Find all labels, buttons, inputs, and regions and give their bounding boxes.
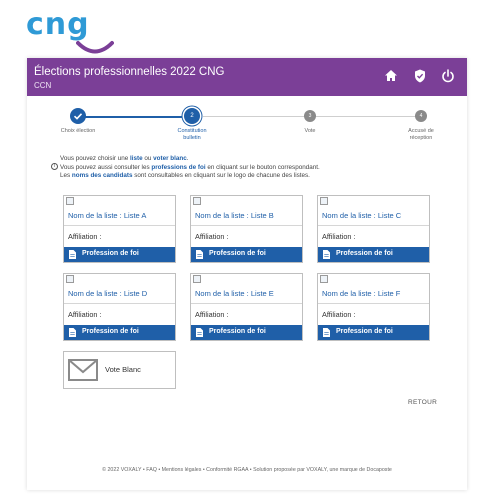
link-voter-blanc: voter blanc [153, 155, 187, 162]
profession-de-foi-button[interactable] [64, 325, 175, 340]
text: Vous pouvez choisir une [60, 155, 131, 162]
power-icon[interactable] [440, 68, 456, 84]
divider [64, 225, 175, 226]
link-liste: liste [130, 155, 143, 162]
divider [191, 225, 302, 226]
text-professions-de-foi: professions de foi [151, 163, 206, 171]
text-noms-candidats: noms des candidats [71, 172, 133, 179]
document-icon [196, 250, 203, 259]
retour-button[interactable]: RETOUR [408, 399, 438, 406]
document-icon [196, 328, 203, 337]
step-3-label: Vote [304, 128, 316, 134]
list-card-a [63, 195, 176, 263]
button-label: Profession de foi [209, 328, 266, 335]
instruction-line-3 [60, 172, 440, 181]
logo-text: cng [26, 7, 90, 42]
logo-smile-icon [76, 40, 114, 56]
vote-blanc-button[interactable] [63, 351, 176, 389]
step-connector-1 [80, 116, 190, 118]
list-name: Nom de la liste : Liste B [195, 211, 274, 220]
home-icon[interactable] [383, 68, 399, 84]
election-subtitle: CCN [34, 81, 52, 90]
profession-de-foi-button[interactable] [64, 247, 175, 262]
document-icon [323, 250, 330, 259]
list-affiliation: Affiliation : [68, 232, 102, 241]
profession-de-foi-button[interactable] [318, 325, 429, 340]
text: ou [142, 155, 154, 162]
progress-stepper [27, 104, 467, 144]
text: Vous pouvez aussi consulter les [60, 163, 152, 171]
step-2-label: Constitution bulletin [177, 128, 207, 141]
step-2-circle: 2 [184, 108, 200, 124]
list-affiliation: Affiliation : [195, 310, 229, 319]
list-card-e [190, 273, 303, 341]
divider [64, 303, 175, 304]
button-label: Profession de foi [82, 250, 139, 257]
text: en cliquant sur le bouton correspondant. [205, 163, 320, 171]
instruction-line-1 [60, 155, 440, 164]
list-card-c [317, 195, 430, 263]
step-4-circle: 4 [415, 110, 427, 122]
step-connector-2 [203, 116, 307, 117]
step-1-check-icon [70, 108, 86, 124]
divider [318, 225, 429, 226]
page-title: Élections professionnelles 2022 CNG [34, 66, 225, 78]
list-logo-image[interactable] [193, 197, 201, 205]
list-card-b [190, 195, 303, 263]
envelope-icon [68, 358, 98, 382]
shield-icon[interactable] [412, 68, 428, 84]
list-affiliation: Affiliation : [322, 310, 356, 319]
document-icon [323, 328, 330, 337]
list-name: Nom de la liste : Liste C [322, 211, 402, 220]
list-name: Nom de la liste : Liste A [68, 211, 147, 220]
step-4-label: Accusé de réception [408, 128, 434, 141]
footer-links[interactable]: © 2022 VOXALY • FAQ • Mentions légales • Conformité RGAA • Solution proposée par VOXALY, une marque de Docaposte [102, 467, 392, 473]
list-affiliation: Affiliation : [322, 232, 356, 241]
divider [191, 303, 302, 304]
divider [318, 303, 429, 304]
profession-de-foi-button[interactable] [191, 325, 302, 340]
step-connector-3 [315, 116, 417, 117]
text: sont consultables en cliquant sur le logo de chacune des listes. [132, 172, 310, 179]
list-card-d [63, 273, 176, 341]
text: Les [60, 172, 72, 179]
instructions [53, 155, 440, 181]
profession-de-foi-button[interactable] [191, 247, 302, 262]
info-icon: i [51, 163, 58, 170]
list-name: Nom de la liste : Liste D [68, 289, 148, 298]
list-affiliation: Affiliation : [68, 310, 102, 319]
header-bar [27, 58, 467, 96]
vote-blanc-label: Vote Blanc [105, 365, 141, 374]
list-name: Nom de la liste : Liste E [195, 289, 274, 298]
document-icon [69, 328, 76, 337]
instruction-line-2 [60, 164, 440, 173]
button-label: Profession de foi [336, 250, 393, 257]
button-label: Profession de foi [209, 250, 266, 257]
profession-de-foi-button[interactable] [318, 247, 429, 262]
button-label: Profession de foi [336, 328, 393, 335]
list-affiliation: Affiliation : [195, 232, 229, 241]
main-card [27, 58, 467, 490]
text: . [186, 155, 189, 162]
step-3-circle: 3 [304, 110, 316, 122]
list-logo-image[interactable] [193, 275, 201, 283]
list-card-f [317, 273, 430, 341]
list-name: Nom de la liste : Liste F [322, 289, 401, 298]
document-icon [69, 250, 76, 259]
list-logo-image[interactable] [320, 275, 328, 283]
step-1-label: Choix élection [60, 128, 96, 134]
list-logo-image[interactable] [66, 197, 74, 205]
list-logo-image[interactable] [320, 197, 328, 205]
button-label: Profession de foi [82, 328, 139, 335]
cng-logo [26, 7, 126, 54]
list-logo-image[interactable] [66, 275, 74, 283]
